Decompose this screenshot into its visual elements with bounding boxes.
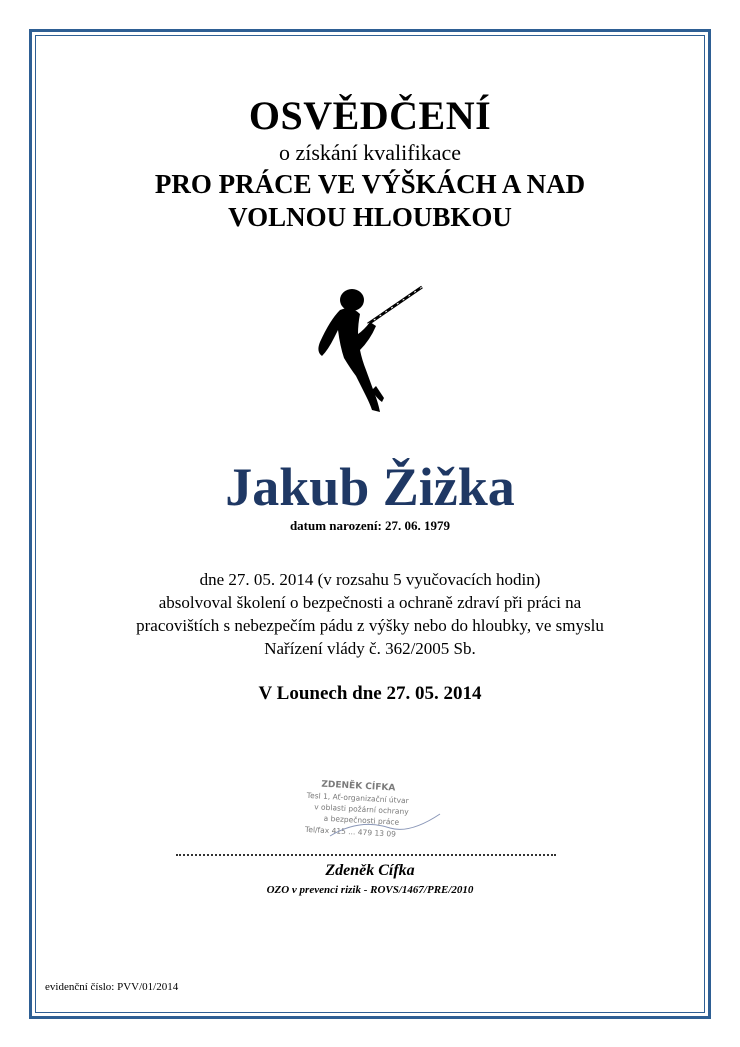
stamp-line-2: Tesl 1, Ať-organizační útvar xyxy=(306,790,409,806)
date-of-birth: datum narození: 27. 06. 1979 xyxy=(289,518,451,533)
heading-line-1: PRO PRÁCE VE VÝŠKÁCH A NAD xyxy=(154,169,586,199)
signer-role: OZO v prevenci rizik - ROVS/1467/PRE/2010 xyxy=(266,884,474,896)
holder-name: Jakub Žižka xyxy=(225,457,515,517)
evidence-number: evidenční číslo: PVV/01/2014 xyxy=(45,981,179,993)
body-line-2: absolvoval školení o bezpečnosti a ochraně zdraví při práci na xyxy=(158,593,582,612)
climber-silhouette-icon xyxy=(300,280,430,420)
certificate-heading xyxy=(0,168,740,234)
body-line-4: Nařízení vlády č. 362/2005 Sb. xyxy=(264,639,476,658)
place-and-date: V Lounech dne 27. 05. 2014 xyxy=(258,683,482,704)
certificate-subtitle: o získání kvalifikace xyxy=(278,140,462,165)
stamp-line-4: a bezpečnosti práce xyxy=(323,813,400,827)
certificate-body xyxy=(0,568,740,660)
body-line-3: pracovištích s nebezpečím pádu z výšky nebo do hloubky, ve smyslu xyxy=(136,616,604,635)
official-stamp xyxy=(300,778,470,848)
certificate-title: OSVĚDČENÍ xyxy=(248,93,492,138)
stamp-line-3: v oblasti požární ochrany xyxy=(313,802,409,817)
stamp-line-5: Tel/fax 415 ... 479 13 09 xyxy=(304,824,397,839)
heading-line-2: VOLNOU HLOUBKOU xyxy=(228,202,512,232)
body-line-1: dne 27. 05. 2014 (v rozsahu 5 vyučovacích hodin) xyxy=(199,570,541,589)
signer-name: Zdeněk Cífka xyxy=(325,862,415,879)
stamp-line-1: ZDENĚK CÍFKA xyxy=(321,779,396,794)
signature-line xyxy=(176,854,556,856)
